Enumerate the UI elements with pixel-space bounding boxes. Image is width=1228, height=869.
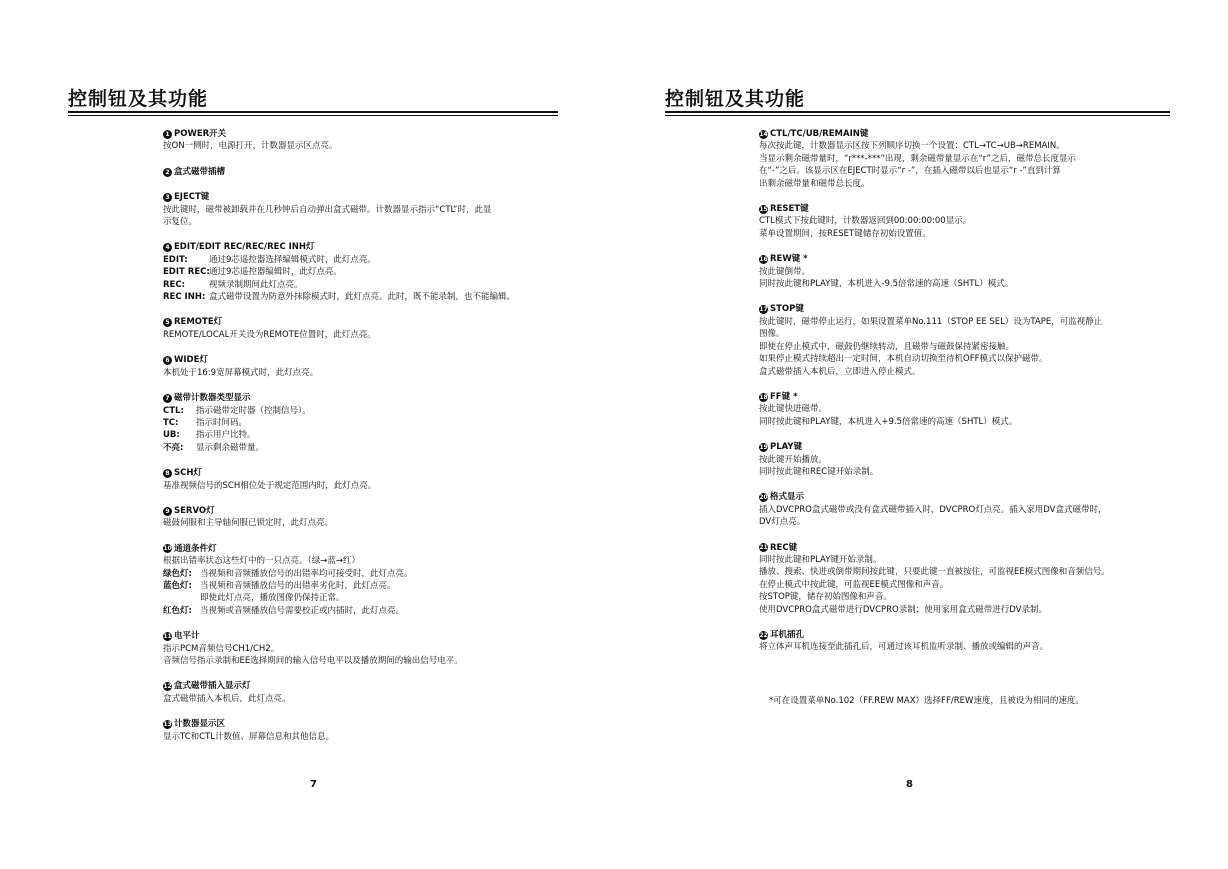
section-number-badge: 7 (163, 394, 172, 403)
section-1 (163, 128, 583, 153)
definition-term: 不亮: (163, 442, 184, 453)
definition-text: 当视频和音频播放信号的出错率均可接受时，此灯点亮。 (200, 568, 413, 579)
section-body (163, 254, 583, 304)
definition-term: 绿色灯: (163, 568, 192, 579)
section-title: REW键 * (770, 254, 808, 265)
section-3 (163, 191, 583, 228)
section-body (163, 204, 583, 229)
section-heading (163, 718, 583, 730)
section-body (163, 643, 583, 668)
right-content (759, 128, 1179, 667)
definition-term: 蓝色灯: (163, 580, 192, 591)
left-title-rule-thick (68, 111, 558, 113)
section-6 (163, 354, 583, 379)
section-heading (759, 128, 1179, 140)
definition-term: UB: (163, 430, 180, 441)
section-heading (759, 629, 1179, 641)
section-body (163, 367, 583, 379)
section-title: REC键 (770, 542, 798, 553)
section-heading (163, 543, 583, 555)
right-title-rule-thick (665, 111, 1170, 113)
section-4 (163, 241, 583, 303)
section-body (163, 480, 583, 492)
section-22 (759, 629, 1179, 654)
body-line: 盒式磁带插入本机后，此灯点亮。 (163, 693, 291, 704)
section-number-badge: 10 (163, 545, 172, 553)
section-number-badge: 20 (759, 494, 768, 502)
definition-text: 视频录制期间此灯点亮。 (209, 279, 303, 290)
right-footnote: *可在设置菜单No.102（FF.REW MAX）选择FF/REW速度，且被设为相同的速度。 (769, 696, 1084, 706)
body-line: 播放、搜索、快进或倒带期间按此键，只要此键一直被按住，可监视EE模式图像和音频信号。 (759, 567, 1110, 578)
section-number-badge: 14 (759, 130, 768, 138)
section-number-badge: 13 (163, 720, 172, 728)
definition-text: 指示时间码。 (196, 417, 248, 428)
section-body (759, 403, 1179, 428)
body-line: 如果停止模式持续超出一定时间，本机自动切换至待机OFF模式以保护磁带。 (759, 354, 1048, 365)
body-line: 同时按此键和PLAY键开始录制。 (759, 554, 882, 565)
section-number-badge: 2 (163, 168, 172, 177)
section-title: 通道条件灯 (174, 543, 217, 554)
section-title: STOP键 (770, 304, 804, 315)
definition-row (163, 580, 583, 592)
section-body (163, 517, 583, 529)
section-heading (759, 441, 1179, 453)
body-line: 音频信号指示录制和EE选择期间的输入信号电平以及播放期间的输出信号电平。 (163, 656, 463, 666)
section-title: PLAY键 (770, 442, 803, 453)
section-title: 磁带计数器类型显示 (174, 393, 251, 404)
section-body (163, 329, 583, 341)
section-body (759, 504, 1179, 529)
section-number-badge: 16 (759, 255, 768, 263)
body-line: DV灯点亮。 (759, 517, 806, 528)
section-title: EJECT键 (174, 192, 210, 203)
section-title: 盒式磁带插槽 (174, 166, 226, 177)
definition-text: 盒式磁带设置为防意外抹除模式时，此灯点亮。此时，既不能录制，也不能编辑。 (209, 292, 516, 303)
definition-row (163, 417, 583, 429)
section-title: 计数器显示区 (174, 719, 226, 730)
body-line: 将立体声耳机连接至此插孔后，可通过该耳机监听录制、播放或编辑的声音。 (759, 642, 1049, 653)
section-body (759, 140, 1179, 190)
section-heading (759, 303, 1179, 315)
body-line: 按此键时，磁带停止运行，如果设置菜单No.111（STOP EE SEL）设为TAPE，可监视静止 (759, 316, 1103, 327)
definition-text: 指示磁带定时器（控制信号）。 (196, 405, 311, 416)
section-title: POWER开关 (174, 129, 227, 139)
section-number-badge: 12 (163, 683, 172, 691)
section-number-badge: 5 (163, 318, 172, 327)
definition-term: REC: (163, 279, 185, 290)
section-heading (163, 354, 583, 366)
section-number-badge: 11 (163, 632, 172, 640)
body-line: 同时按此键和REC键开始录制。 (759, 466, 879, 477)
section-number-badge: 18 (759, 393, 768, 401)
body-line: 同时按此键和PLAY键，本机进入-9.5倍常速的高速（SHTL）模式。 (759, 279, 1014, 290)
section-heading (163, 166, 583, 178)
body-line: 显示TC和CTL计数值、屏幕信息和其他信息。 (163, 731, 334, 742)
section-body (163, 140, 583, 152)
section-13 (163, 718, 583, 743)
body-line: 同时按此键和PLAY键，本机进入+9.5倍常速的高速（SHTL）模式。 (759, 416, 1018, 427)
section-number-badge: 19 (759, 443, 768, 451)
section-heading (163, 191, 583, 203)
section-15 (759, 203, 1179, 240)
section-heading (759, 253, 1179, 265)
body-line: 按STOP键，储存初始图像和声音。 (759, 592, 892, 603)
right-page-number: 8 (906, 779, 913, 790)
section-title: 电平计 (174, 631, 200, 642)
section-body (163, 693, 583, 705)
body-line: 示复位。 (163, 217, 198, 228)
section-18 (759, 391, 1179, 428)
section-title: CTL/TC/UB/REMAIN键 (770, 129, 869, 139)
right-page-title: 控制钮及其功能 (665, 88, 806, 110)
section-title: RESET键 (770, 204, 809, 215)
section-number-badge: 8 (163, 469, 172, 478)
section-10 (163, 543, 583, 617)
definition-row (163, 279, 583, 291)
section-heading (759, 203, 1179, 215)
body-line: 在“-”之后。该显示区在EJECT时显示“r -”，在插入磁带以后也显示“r -”直到计算 (759, 166, 1061, 177)
section-heading (163, 392, 583, 404)
body-line: 菜单设置期间，按RESET键储存初始设置值。 (759, 228, 931, 239)
section-title: FF键 * (770, 391, 798, 402)
section-title: WIDE灯 (174, 355, 208, 366)
definition-term: EDIT: (163, 254, 188, 265)
section-body (759, 266, 1179, 291)
definition-term: EDIT REC: (163, 267, 210, 278)
section-title: REMOTE灯 (174, 317, 223, 328)
section-8 (163, 467, 583, 492)
body-line: 当显示剩余磁带量时，“r***-***”出现，剩余磁带量显示在“r”之后，磁带总长度显示 (759, 153, 1077, 164)
left-title-rule-thin (68, 115, 558, 116)
section-number-badge: 17 (759, 306, 768, 314)
definition-text: 通过9芯遥控器选择编辑模式时，此灯点亮。 (209, 254, 376, 265)
section-title: 耳机插孔 (770, 630, 805, 640)
definition-row (163, 605, 583, 617)
body-line: 盒式磁带插入本机后，立即进入停止模式。 (759, 366, 921, 377)
section-body (163, 731, 583, 743)
body-line: 根据出错率状态这些灯中的一只点亮。（绿→蓝→红） (163, 556, 360, 567)
definition-text: 当视频或音频播放信号需要校正或内插时，此灯点亮。 (200, 605, 405, 616)
definition-text: 显示剩余磁带量。 (196, 442, 265, 453)
body-line: 在停止模式中按此键，可监视EE模式图像和声音。 (759, 579, 949, 590)
body-line: CTL模式下按此键时，计数器返回到00:00:00:00显示。 (759, 216, 972, 227)
section-heading (163, 680, 583, 692)
section-12 (163, 680, 583, 705)
section-body (759, 215, 1179, 240)
definition-row (163, 266, 583, 278)
section-number-badge: 3 (163, 193, 172, 202)
section-heading (163, 128, 583, 140)
body-line: 按此键倒带。 (759, 266, 811, 277)
body-line: 使用DVCPRO盒式磁带进行DVCPRO录制；使用家用盒式磁带进行DV录制。 (759, 604, 1047, 615)
section-2 (163, 166, 583, 178)
left-page-number: 7 (310, 779, 317, 790)
left-page-title: 控制钮及其功能 (68, 88, 209, 110)
section-heading (759, 542, 1179, 554)
body-line: 磁鼓伺服和主导轴伺服已锁定时，此灯点亮。 (163, 518, 334, 529)
section-number-badge: 9 (163, 507, 172, 516)
section-title: 格式显示 (770, 492, 805, 503)
section-17 (759, 303, 1179, 377)
definition-term: 红色灯: (163, 605, 192, 616)
right-title-rule-thin (665, 115, 1170, 116)
section-body (759, 554, 1179, 616)
definition-text: 通过9芯遥控器编辑时，此灯点亮。 (209, 267, 342, 278)
section-5 (163, 316, 583, 341)
body-line: REMOTE/LOCAL开关设为REMOTE位置时，此灯点亮。 (163, 329, 376, 340)
definition-term: TC: (163, 417, 179, 428)
body-line: 每次按此键，计数器显示区按下列顺序切换一个设置：CTL→TC→UB→REMAIN。 (759, 141, 1065, 152)
section-11 (163, 630, 583, 667)
body-line: 出剩余磁带量和磁带总长度。 (759, 178, 870, 189)
definition-row (163, 405, 583, 417)
body-line: 按此键时，磁带被卸载并在几秒钟后自动弹出盒式磁带。计数器显示指示“CTL”时，此显 (163, 204, 492, 215)
section-heading (163, 467, 583, 479)
body-line: 按此键快进磁带。 (759, 404, 828, 415)
definition-row (163, 442, 583, 454)
right-page (614, 0, 1228, 869)
section-heading (163, 316, 583, 328)
body-line: 按ON一侧时，电源打开，计数器显示区点亮。 (163, 141, 338, 152)
section-19 (759, 441, 1179, 478)
section-number-badge: 1 (163, 130, 172, 139)
body-line: 指示PCM音频信号CH1/CH2。 (163, 643, 280, 654)
body-line: 插入DVCPRO盒式磁带或没有盒式磁带插入时，DVCPRO灯点亮。插入家用DV盒式磁带时， (759, 504, 1107, 515)
section-number-badge: 15 (759, 205, 768, 213)
section-heading (163, 505, 583, 517)
left-content (163, 128, 583, 756)
section-number-badge: 4 (163, 243, 172, 252)
section-number-badge: 21 (759, 544, 768, 552)
definition-text: 指示用户比特。 (196, 430, 256, 441)
body-line: 图像。 (759, 329, 785, 340)
section-title: SCH灯 (174, 468, 202, 479)
section-number-badge: 6 (163, 356, 172, 365)
section-21 (759, 542, 1179, 616)
definition-term: REC INH: (163, 292, 206, 303)
definition-row (163, 568, 583, 580)
body-line: 基准视频信号的SCH相位处于规定范围内时，此灯点亮。 (163, 480, 377, 491)
section-body (759, 641, 1179, 653)
definition-row (163, 291, 583, 303)
section-9 (163, 505, 583, 530)
section-title: SERVO灯 (174, 505, 215, 516)
definition-text: 当视频和音频播放信号的出错率劣化时，此灯点亮。 (200, 580, 396, 591)
section-14 (759, 128, 1179, 190)
section-body (163, 405, 583, 455)
section-16 (759, 253, 1179, 290)
continuation-line: 即使此灯点亮，播放图像仍保持正常。 (200, 593, 345, 604)
section-heading (163, 241, 583, 253)
section-title: 盒式磁带插入显示灯 (174, 681, 251, 692)
section-heading (759, 491, 1179, 503)
section-title: EDIT/EDIT REC/REC/REC INH灯 (174, 242, 315, 253)
section-20 (759, 491, 1179, 528)
section-heading (163, 630, 583, 642)
section-body (163, 555, 583, 617)
section-number-badge: 22 (759, 631, 768, 639)
body-line: 按此键开始播放。 (759, 454, 828, 465)
definition-term: CTL: (163, 405, 184, 416)
section-body (759, 316, 1179, 378)
body-line: 本机处于16:9宽屏幕模式时，此灯点亮。 (163, 367, 319, 378)
definition-row (163, 254, 583, 266)
definition-row (163, 429, 583, 441)
body-line: 即使在停止模式中，磁鼓仍继续转动，且磁带与磁鼓保持紧密接触。 (759, 341, 1015, 352)
section-7 (163, 392, 583, 454)
section-body (759, 454, 1179, 479)
section-heading (759, 391, 1179, 403)
